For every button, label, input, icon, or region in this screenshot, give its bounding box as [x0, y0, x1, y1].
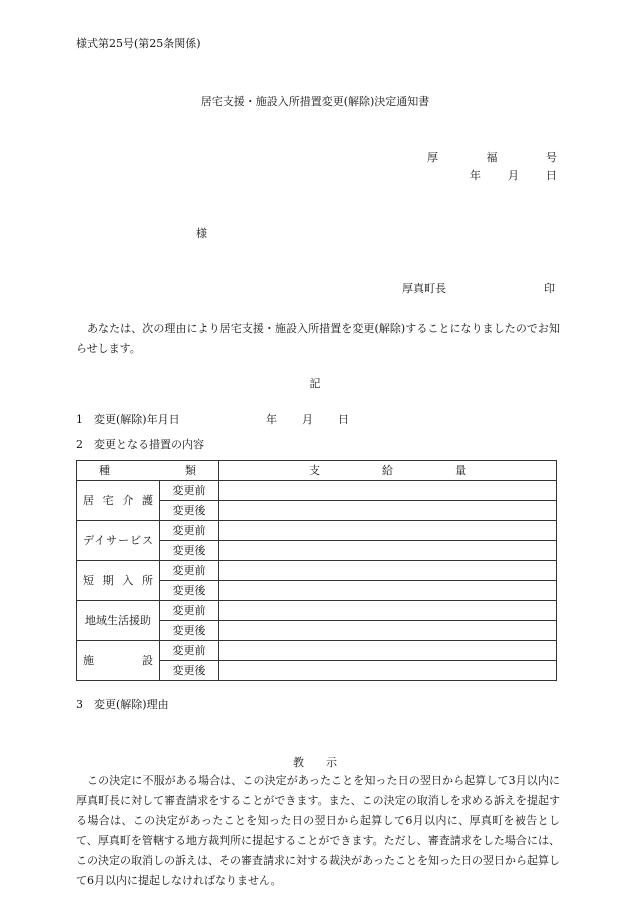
form-number: 様式第25号(第25条関係)	[76, 37, 201, 50]
item-measure-content	[76, 439, 204, 450]
body-text: あなたは、次の理由により居宅支援・施設入所措置を変更(解除)することになりましたのでお知らせします。	[76, 322, 560, 355]
item-change-reason	[76, 699, 169, 710]
after-label: 変更後	[160, 621, 219, 641]
reference-prefix: 厚	[427, 151, 438, 164]
before-label: 変更前	[160, 481, 219, 501]
table-row	[77, 561, 557, 581]
change-date	[266, 414, 349, 425]
amount-cell	[219, 481, 557, 501]
change-date-year: 年	[266, 413, 277, 426]
header-amount: 支給量	[219, 461, 557, 481]
amount-cell	[219, 621, 557, 641]
body-paragraph	[76, 319, 560, 359]
issue-date-day: 日	[546, 169, 557, 182]
amount-cell	[219, 541, 557, 561]
reference-suffix: 号	[546, 151, 557, 164]
before-label: 変更前	[160, 601, 219, 621]
after-label: 変更後	[160, 661, 219, 681]
seal-mark: 印	[544, 282, 555, 295]
item-number: 1	[76, 413, 83, 426]
issuer-name: 厚真町長	[402, 282, 446, 295]
service-kind: 施設	[77, 641, 160, 681]
item-label: 変更(解除)年月日	[94, 413, 180, 426]
item-number: 2	[76, 438, 83, 451]
amount-cell	[219, 641, 557, 661]
reference-category: 福	[486, 151, 498, 164]
amount-cell	[219, 581, 557, 601]
change-date-month: 月	[302, 413, 313, 426]
amount-cell	[219, 501, 557, 521]
amount-cell	[219, 561, 557, 581]
table-row	[77, 481, 557, 501]
notice-text: この決定に不服がある場合は、この決定があったことを知った日の翌日から起算して3月以内に厚真町長に対して審査請求をすることができます。また、この決定の取消しを求める訴えを提起する場合は、この決定があったことを知った日の翌日から起算して6月以内に、厚真町を被告として、厚真町を管轄する地方裁判所に提起することができます。ただし、審査請求をした場合には、この決定の取消しの訴えは、その審査請求に対する裁決があったことを知った日の翌日から起算して6月以内に提起しなければなりません。	[76, 774, 560, 887]
item-change-date	[76, 414, 349, 425]
service-kind: 短期入所	[77, 561, 160, 601]
addressee-honorific: 様	[196, 227, 207, 240]
table-row	[77, 521, 557, 541]
item-label: 変更となる措置の内容	[94, 438, 204, 451]
ki-heading: 記	[309, 377, 321, 390]
issue-date-month: 月	[508, 169, 519, 182]
after-label: 変更後	[160, 501, 219, 521]
issue-date-year: 年	[470, 169, 481, 182]
after-label: 変更後	[160, 541, 219, 561]
item-label: 変更(解除)理由	[94, 698, 169, 711]
notice-paragraph	[76, 771, 560, 891]
reference-number	[427, 152, 557, 163]
document-title: 居宅支援・施設入所措置変更(解除)決定通知書	[200, 95, 430, 108]
service-kind: デイサービス	[77, 521, 160, 561]
after-label: 変更後	[160, 581, 219, 601]
header-kind: 種類	[77, 461, 219, 481]
notice-heading: 教示	[293, 756, 359, 769]
item-number: 3	[76, 698, 83, 711]
change-date-day: 日	[338, 413, 349, 426]
issue-date	[470, 170, 557, 181]
table-row	[77, 601, 557, 621]
table-row	[77, 641, 557, 661]
before-label: 変更前	[160, 641, 219, 661]
service-kind: 居宅介護	[77, 481, 160, 521]
before-label: 変更前	[160, 521, 219, 541]
amount-cell	[219, 661, 557, 681]
amount-cell	[219, 601, 557, 621]
table-header-row	[77, 461, 557, 481]
service-kind: 地域生活援助	[77, 601, 160, 641]
before-label: 変更前	[160, 561, 219, 581]
amount-cell	[219, 521, 557, 541]
measures-table	[76, 460, 557, 681]
